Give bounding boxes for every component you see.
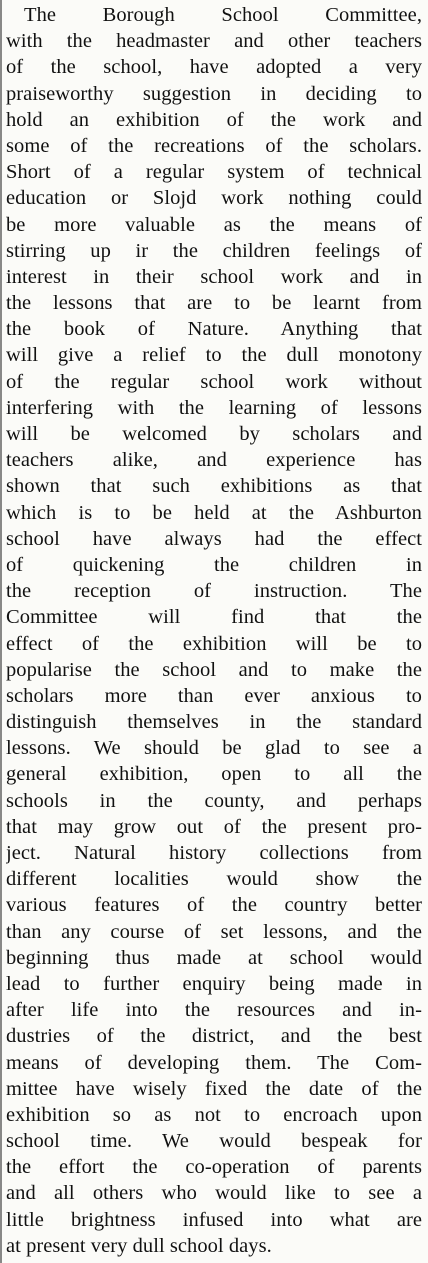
article-line: The Borough School Committee, [24, 4, 422, 26]
column-rule [0, 0, 2, 1263]
article-line: hold an exhibition of the work and [6, 108, 422, 131]
article-line: of the school, have adopted a very [6, 56, 422, 79]
article-line: than any course of set lessons, and the [6, 920, 422, 943]
article-line: ject. Natural history collections from [6, 842, 422, 864]
article-line: general exhibition, open to all the [6, 763, 422, 786]
article-line: teachers alike, and experience has [6, 449, 422, 472]
article-line: dustries of the district, and the best [6, 1025, 422, 1048]
article-line: lead to further enquiry being made in [6, 972, 422, 995]
article-line: of the regular school work without [6, 370, 422, 393]
article-line: the lessons that are to be learnt from [6, 292, 422, 315]
article-line: Short of a regular system of technical [6, 161, 422, 184]
article-line: some of the recreations of the scholars. [6, 134, 422, 157]
article-line: scholars more than ever anxious to [6, 684, 422, 707]
article-line: popularise the school and to make the [6, 658, 422, 681]
article-line: school have always had the effect [6, 527, 422, 550]
article-line: at present very dull school days. [6, 1234, 272, 1257]
article-line: education or Slojd work nothing could [6, 187, 422, 210]
article-line: mittee have wisely fixed the date of the [6, 1077, 422, 1100]
article-line: of quickening the children in [6, 553, 422, 576]
article-line: schools in the county, and perhaps [6, 789, 422, 812]
article-line: interest in their school work and in [6, 265, 422, 288]
article-line: the reception of instruction. The [6, 580, 422, 603]
article-line: effect of the exhibition will be to [6, 632, 422, 655]
article-line: with the headmaster and other teachers [6, 30, 422, 53]
article-line: different localities would show the [6, 868, 422, 891]
article-line: be more valuable as the means of [6, 213, 422, 236]
article-line: little brightness infused into what are [6, 1208, 422, 1231]
article-line: the book of Nature. Anything that [6, 318, 422, 341]
article-line: which is to be held at the Ashburton [6, 501, 422, 524]
article-line: beginning thus made at school would [6, 946, 422, 969]
article-line: various features of the country better [6, 894, 422, 917]
article-line: and all others who would like to see a [6, 1182, 422, 1205]
article-line: that may grow out of the present pro- [6, 815, 422, 838]
article-line: the effort the co-operation of parents [6, 1156, 422, 1179]
article-line: interfering with the learning of lessons [6, 396, 422, 419]
article-line: means of developing them. The Com- [6, 1051, 422, 1074]
article-line: will give a relief to the dull monotony [6, 344, 422, 367]
article-line: stirring up ir the children feelings of [6, 239, 422, 262]
article-line: shown that such exhibitions as that [6, 475, 422, 498]
article-line: praiseworthy suggestion in deciding to [6, 82, 422, 105]
article-line: after life into the resources and in- [6, 999, 422, 1022]
article-line: school time. We would bespeak for [6, 1130, 422, 1153]
article-line: exhibition so as not to encroach upon [6, 1103, 422, 1126]
article-line: lessons. We should be glad to see a [6, 737, 422, 760]
article-line: will be welcomed by scholars and [6, 423, 422, 445]
article-line: distinguish themselves in the standard [6, 711, 422, 734]
article-line: Committee will find that the [6, 606, 422, 629]
article-body [6, 2, 422, 1259]
